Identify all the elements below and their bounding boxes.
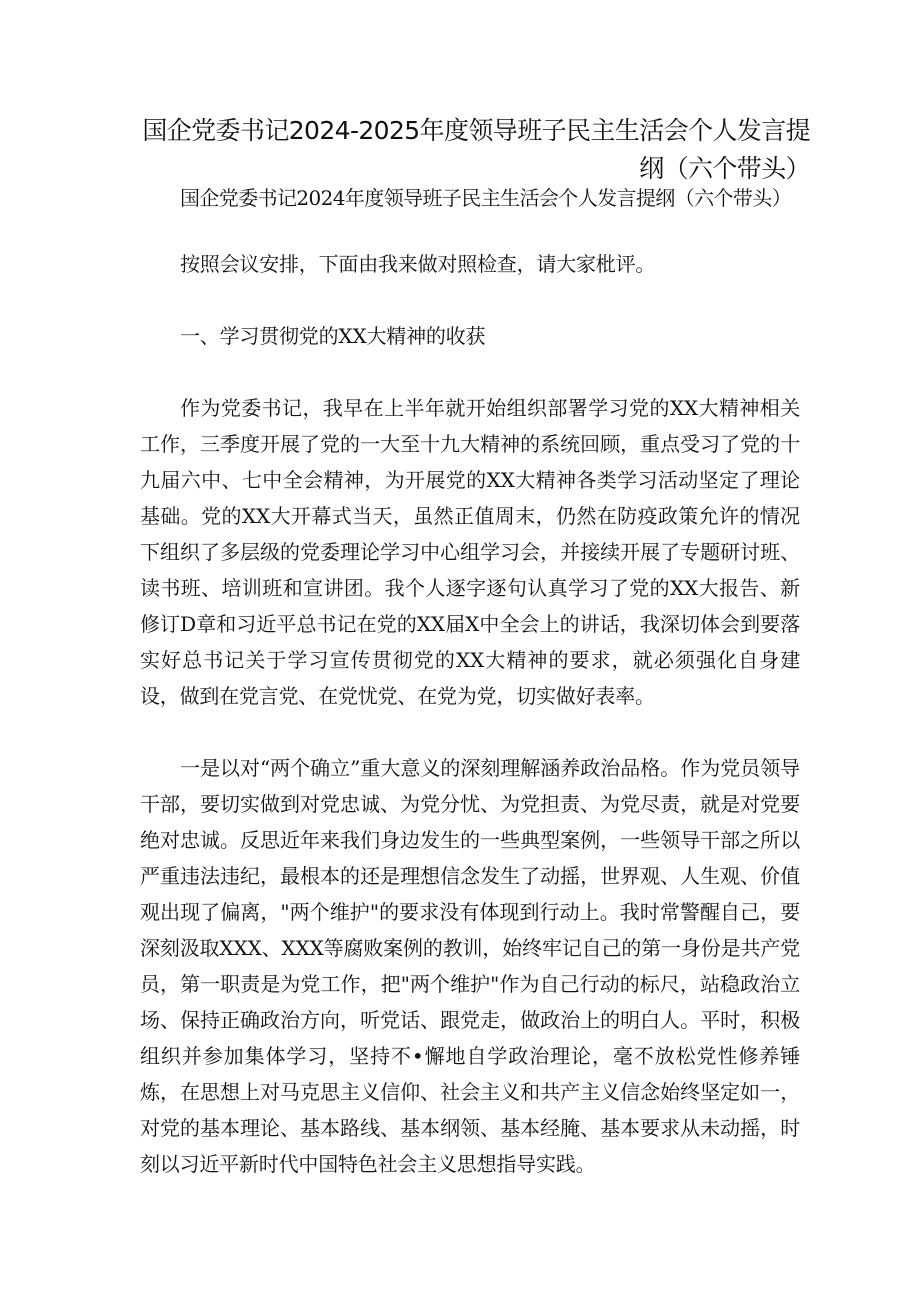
document-title: 国企党委书记2024-2025年度领导班子民主生活会个人发言提纲（六个带头） bbox=[142, 116, 810, 183]
section-heading: 一、学习贯彻党的XX大精神的收获 bbox=[180, 324, 486, 348]
opening-paragraph: 按照会议安排，下面由我来做对照检查，请大家枇评。 bbox=[180, 252, 656, 276]
body-paragraph: 一是以对“两个确立”重大意义的深刻理解涵养政治品格。作为党员领导干部，要切实做到对党忠诚、为党分忧、为党担责、为党尽责，就是对党要绝对忠诚。反思近年来我们身边发生的一些典型案例，一些领导干部之所以严重违法违纪，最根本的还是理想信念发生了动摇，世界观、人生观、价值观出现了偏离，"两个维护"的要求没有体现到行动上。我时常警醒自己，要深刻汲取XXX、XXX等腐败案例的教训，始终牢记自己的第一身份是共产党员，第一职责是为党工作，把"两个维护"作为自己行动的标尺，站稳政治立场、保持正确政治方向，听党话、跟党走，做政治上的明白人。平时，积极组织并参加集体学习，坚持不•懈地自学政治理论，毫不放松党性修养锤炼，在思想上对马克思主义信仰、社会主义和共产主义信念始终坚定如一，对党的基本理论、基本路线、基本纲领、基本经腌、基本要求从未动摇，时刻以习近平新时代中国特色社会主义思想指导实践。 bbox=[140, 756, 800, 1176]
document-body bbox=[140, 180, 800, 1182]
body-paragraph: 作为党委书记，我早在上半年就开始组织部署学习党的XX大精神相关工作，三季度开展了党的一大至十九大精神的系统回顾，重点受习了党的十九届六中、七中全会精神，为开展党的XX大精神各类学习活动坚定了理论基础。党的XX大开幕式当天，虽然正值周末，仍然在防疫政策允许的情况下组织了多层级的党委理论学习中心组学习会，并接续开展了专题研讨班、读书班、培训班和宣讲团。我个人逐字逐句认真学习了党的XX大报告、新修订D章和习近平总书记在党的XX届X中全会上的讲话，我深切体会到要落实好总书记关于学习宣传贯彻党的XX大精神的要求，就必须强化自身建设，做到在党言党、在党忧党、在党为党，切实做好表率。 bbox=[140, 396, 800, 708]
document-subtitle: 国企党委书记2024年度领导班子民主生活会个人发言提纲（六个带头） bbox=[180, 186, 792, 210]
